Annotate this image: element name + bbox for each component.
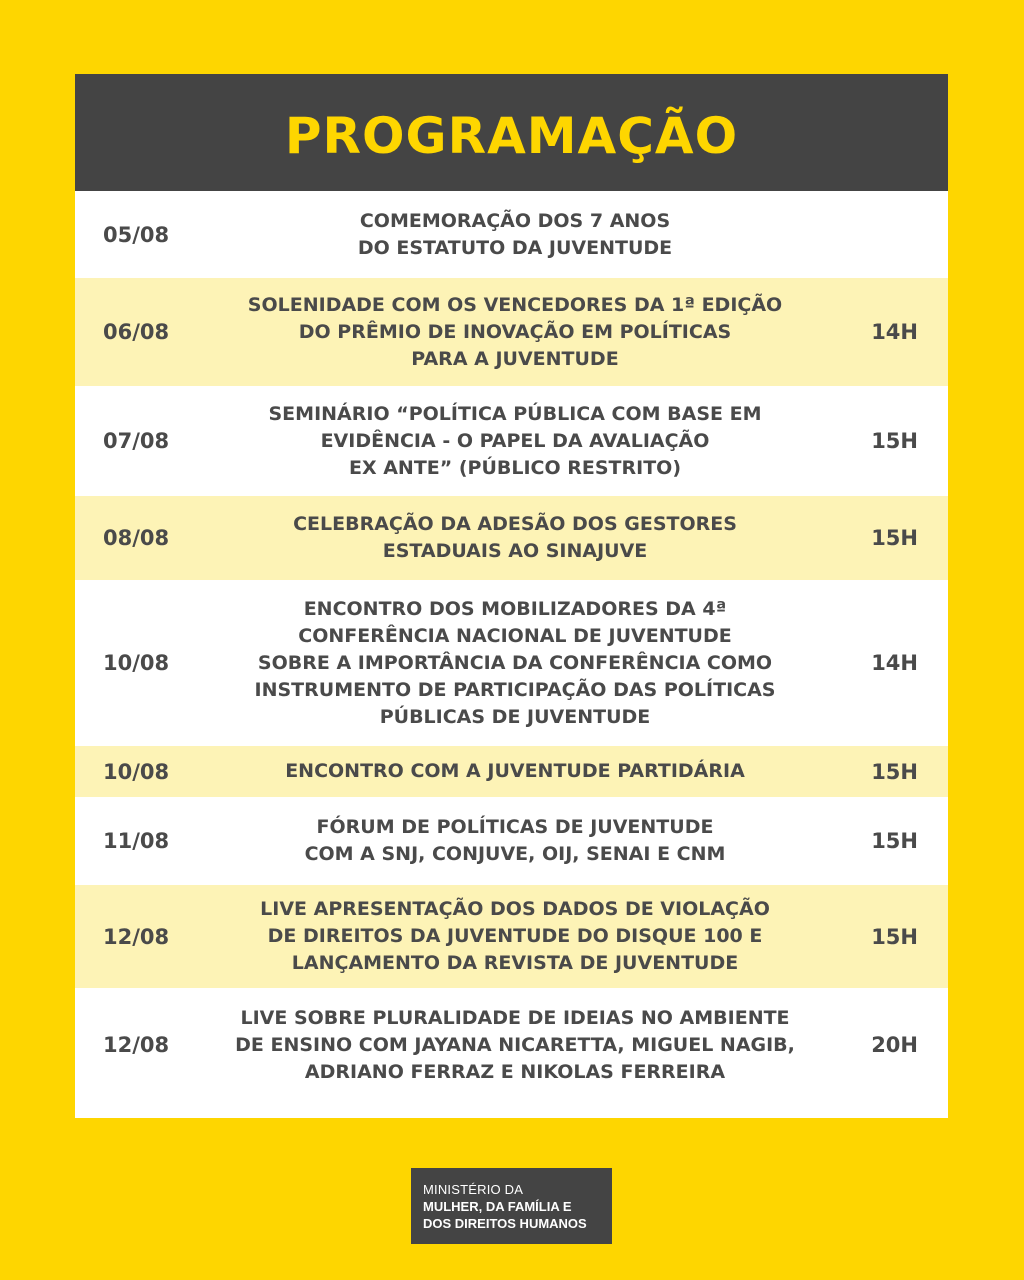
schedule-date: 10/08: [103, 651, 170, 675]
schedule-time: 15H: [871, 429, 918, 453]
schedule-description: ENCONTRO COM A JUVENTUDE PARTIDÁRIA: [285, 760, 745, 782]
logo-line-1: MINISTÉRIO DA: [423, 1182, 524, 1197]
schedule-time: 15H: [871, 829, 918, 853]
schedule-date: 07/08: [103, 429, 170, 453]
schedule-time: 20H: [871, 1033, 918, 1057]
schedule-row: [75, 746, 948, 797]
schedule-row: [75, 496, 948, 580]
schedule-date: 05/08: [103, 222, 170, 247]
logo-line-3: DOS DIREITOS HUMANOS: [423, 1216, 587, 1231]
schedule-time: 14H: [871, 320, 918, 344]
schedule-description: SOLENIDADE COM OS VENCEDORES DA 1ª EDIÇÃO DO PRÊMIO DE INOVAÇÃO EM POLÍTICAS PARA A JUVENTUDE: [247, 293, 783, 370]
schedule-time: 15H: [871, 526, 918, 550]
schedule-row: [75, 386, 948, 496]
schedule-list: [75, 191, 948, 1102]
schedule-description: SEMINÁRIO “POLÍTICA PÚBLICA COM BASE EM EVIDÊNCIA - O PAPEL DA AVALIAÇÃO EX ANTE” (PÚBLICO RESTRITO): [268, 402, 762, 479]
schedule-description: CELEBRAÇÃO DA ADESÃO DOS GESTORES ESTADUAIS AO SINAJUVE: [293, 513, 737, 562]
schedule-description: COMEMORAÇÃO DOS 7 ANOS DO ESTATUTO DA JUVENTUDE: [357, 209, 673, 259]
schedule-row: [75, 191, 948, 278]
schedule-date: 12/08: [103, 924, 170, 949]
schedule-card: [75, 74, 948, 1118]
schedule-date: 06/08: [103, 320, 170, 344]
schedule-date: 11/08: [103, 829, 170, 853]
schedule-row: [75, 580, 948, 746]
schedule-time: 15H: [871, 759, 918, 784]
page-title: PROGRAMAÇÃO: [284, 106, 739, 165]
schedule-time: 14H: [871, 651, 918, 675]
schedule-date: 10/08: [103, 759, 170, 784]
logo-line-2: MULHER, DA FAMÍLIA E: [423, 1199, 572, 1214]
schedule-time: 15H: [871, 924, 918, 949]
schedule-description: LIVE SOBRE PLURALIDADE DE IDEIAS NO AMBIENTE DE ENSINO COM JAYANA NICARETTA, MIGUEL NAGIB, ADRIANO FERRAZ E NIKOLAS FERREIRA: [235, 1006, 795, 1083]
schedule-description: FÓRUM DE POLÍTICAS DE JUVENTUDE COM A SNJ, CONJUVE, OIJ, SENAI E CNM: [304, 816, 726, 865]
schedule-row: [75, 278, 948, 386]
schedule-date: 12/08: [103, 1033, 170, 1057]
ministry-logo: [411, 1168, 612, 1244]
schedule-date: 08/08: [103, 526, 170, 550]
schedule-row: [75, 988, 948, 1102]
schedule-row: [75, 797, 948, 885]
schedule-description: ENCONTRO DOS MOBILIZADORES DA 4ª CONFERÊNCIA NACIONAL DE JUVENTUDE SOBRE A IMPORTÂNCIA DA CONFERÊNCIA COMO INSTRUMENTO DE PARTICIPAÇÃO DAS POLÍTICAS PÚBLICAS DE JUVENTUDE: [254, 597, 776, 728]
schedule-header: [75, 74, 948, 191]
schedule-description: LIVE APRESENTAÇÃO DOS DADOS DE VIOLAÇÃO DE DIREITOS DA JUVENTUDE DO DISQUE 100 E LANÇAMENTO DA REVISTA DE JUVENTUDE: [260, 898, 770, 974]
schedule-row: [75, 885, 948, 988]
